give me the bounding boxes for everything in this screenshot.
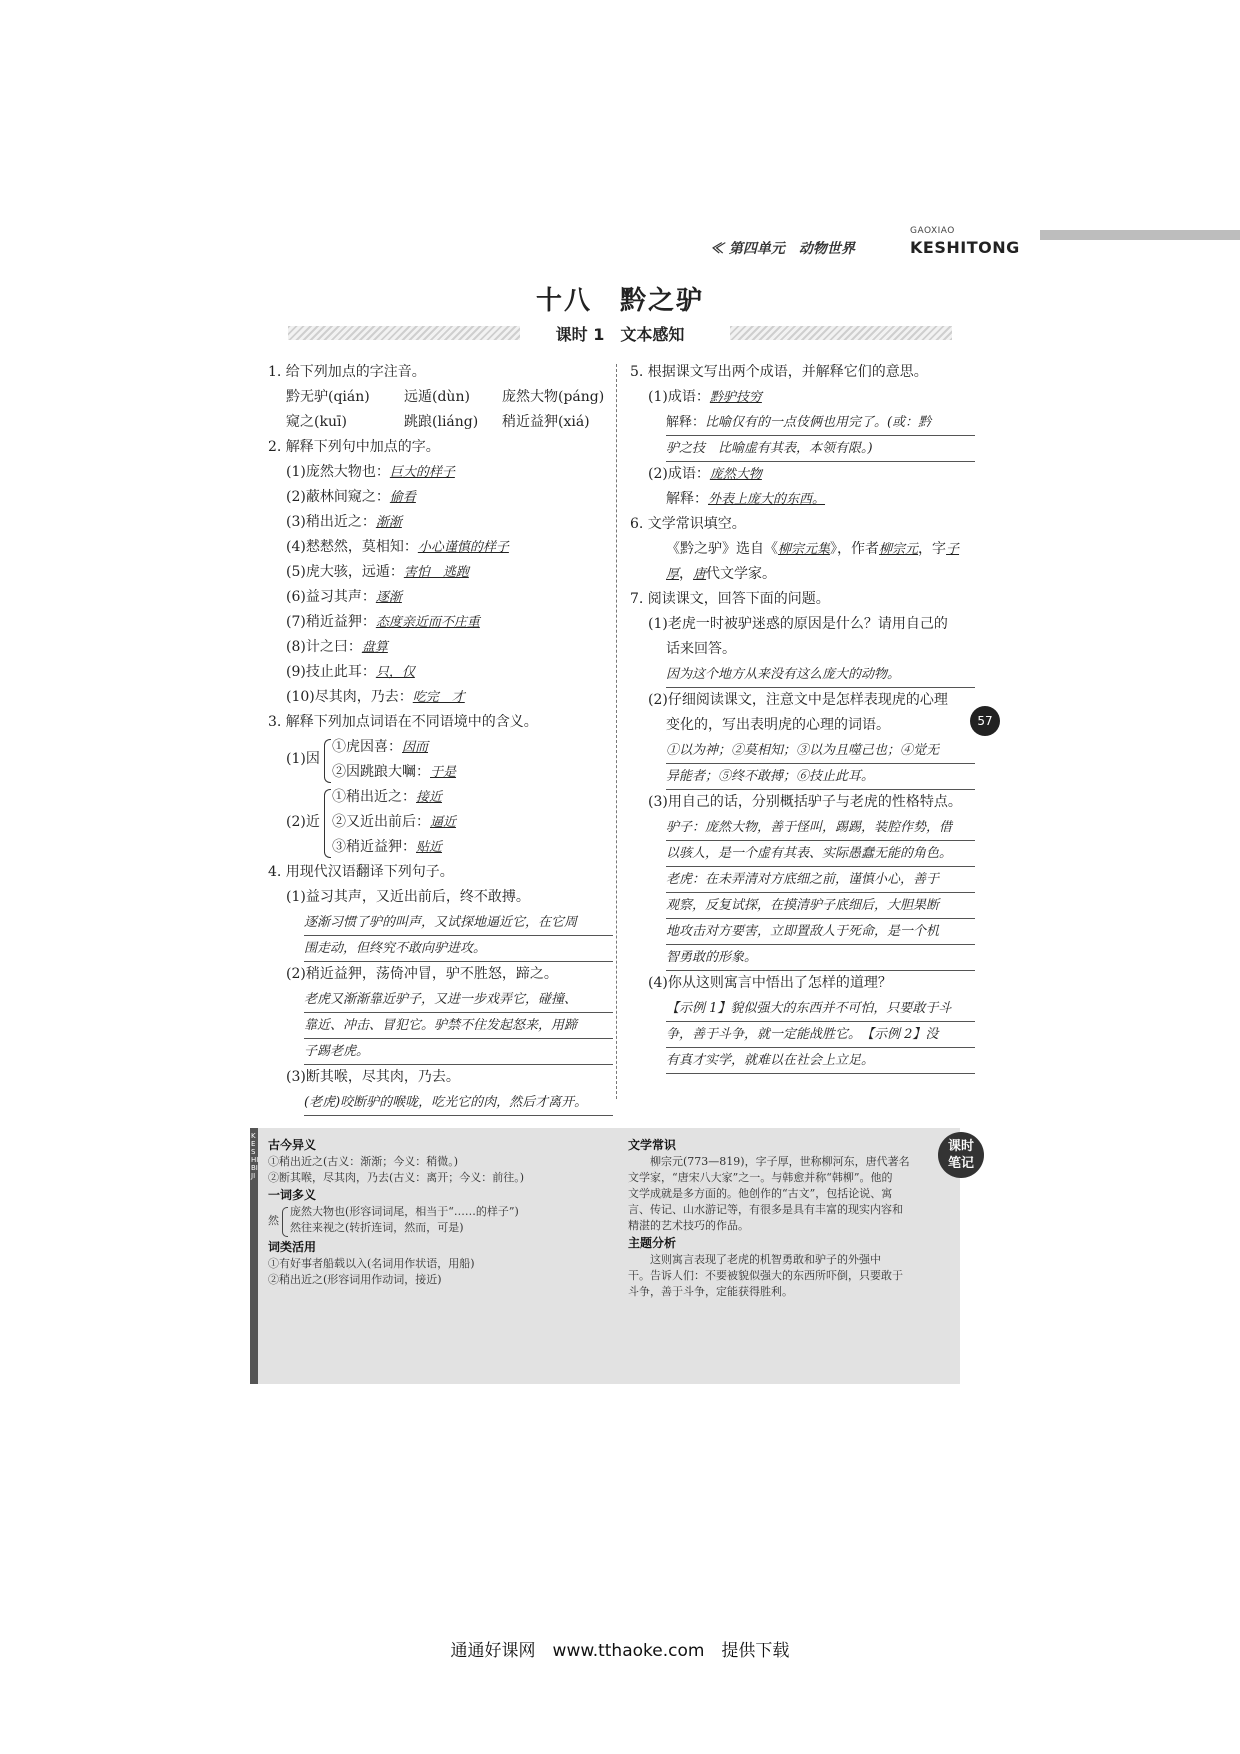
notes-line: 斗争，善于斗争，定能获得胜利。 xyxy=(628,1285,793,1298)
notes-polysemy xyxy=(268,1204,608,1238)
q2-item: (9)技止此耳：只，仅 xyxy=(286,664,415,680)
answer: 庞然大物 xyxy=(709,467,762,482)
answer-line: 异能者；⑤终不敢搏；⑥技止此耳。 xyxy=(666,764,975,790)
title-stripe-left xyxy=(288,326,520,340)
notes-heading: 古今异义 xyxy=(268,1138,317,1152)
answer: 渐渐 xyxy=(375,515,402,530)
notes-right xyxy=(628,1136,938,1300)
q1-item: 窥之(kuī) xyxy=(286,414,347,430)
q5-explain-2: 解释：外表上庞大的东西。 xyxy=(666,491,826,507)
answer: 黔驴技穷 xyxy=(709,390,762,405)
q1-item: 稍近益狎(xiá) xyxy=(502,414,590,430)
q5-idiom-1: (1)成语：黔驴技穷 xyxy=(648,389,762,405)
q1-item: 远遁(dùn) xyxy=(404,389,470,405)
notes-line: 柳宗元(773—819)，字子厚，世称柳河东，唐代著名 xyxy=(650,1155,910,1168)
answer-line: 老虎：在未弄清对方底细之前，谨慎小心，善于 xyxy=(666,867,975,893)
answer: 巨大的样子 xyxy=(389,465,455,480)
notes-left xyxy=(268,1136,608,1288)
q4-answer-2 xyxy=(268,987,613,1065)
brace xyxy=(282,1207,288,1237)
answer-line: 靠近、冲击、冒犯它。驴禁不住发起怒来，用蹄 xyxy=(304,1013,613,1039)
notes-line: 文学成就是多方面的。他创作的“古文”，包括论说、寓 xyxy=(628,1187,893,1200)
answer: 只，仅 xyxy=(375,665,415,680)
q5-idiom-2: (2)成语：庞然大物 xyxy=(648,466,762,482)
answer: 小心谨慎的样子 xyxy=(417,540,509,555)
q1-row-2 xyxy=(268,410,613,435)
answer: 盘算 xyxy=(361,640,388,655)
answer: 逐渐 xyxy=(375,590,402,605)
q3-stem: 3. 解释下列加点词语在不同语境中的含义。 xyxy=(268,714,538,730)
answer-line: 解释：比喻仅有的一点伎俩也用完了。(或：黔 xyxy=(666,410,975,436)
q1-stem: 1. 给下列加点的字注音。 xyxy=(268,364,426,380)
notes-line: 庞然大物也(形容词词尾，相当于“……的样子”) xyxy=(290,1205,519,1218)
q2-item: (2)蔽林间窥之：偷看 xyxy=(286,489,416,505)
q5-explain-1 xyxy=(630,410,975,462)
answer: 厚 xyxy=(666,567,680,582)
header-bar xyxy=(1040,230,1240,240)
q3-group-2: (2)近 ①稍出近之：接近 ②又近出前后：逼近 ③稍近益狎：贴近 xyxy=(268,785,613,860)
q1-row-1 xyxy=(268,385,613,410)
answer: 外表上庞大的东西。 xyxy=(708,492,826,507)
q7-stem: 7. 阅读课文，回答下面的问题。 xyxy=(630,591,830,607)
answer-line: 围走动，但终究不敢向驴进攻。 xyxy=(304,936,613,962)
answer-line: 地攻击对方要害，立即置敌人于死命，是一个机 xyxy=(666,919,975,945)
q3-group-label: (2)近 xyxy=(286,814,320,830)
brand-label: KESHITONG xyxy=(910,238,1020,257)
notes-line: ①有好事者船载以入(名词用作状语，用船) xyxy=(268,1257,475,1270)
q5-stem: 5. 根据课文写出两个成语，并解释它们的意思。 xyxy=(630,364,928,380)
answer-line: 智勇敢的形象。 xyxy=(666,945,975,971)
notes-line: ②断其喉，尽其肉，乃去(古义：离开；今义：前往。) xyxy=(268,1171,525,1184)
notes-spine-label: KESHIBIJI xyxy=(251,1132,259,1180)
right-column xyxy=(630,360,975,1074)
q7-prompt: (1)老虎一时被驴迷惑的原因是什么？请用自己的 xyxy=(648,616,948,632)
q4-sentence-3: (3)断其喉，尽其肉，乃去。 xyxy=(286,1069,460,1085)
notes-line: ②稍出近之(形容词用作动词，接近) xyxy=(268,1273,442,1286)
q1-item: 跳踉(liáng) xyxy=(404,414,479,430)
title-stripe-right xyxy=(730,326,952,340)
answer-line: 争，善于斗争，就一定能战胜它。 【示例 2】没 xyxy=(666,1022,975,1048)
answer-line: 观察，反复试探，在摸清驴子底细后，大胆果断 xyxy=(666,893,975,919)
answer: 柳宗元集 xyxy=(778,542,831,557)
notes-line: 精湛的艺术技巧的作品。 xyxy=(628,1219,749,1232)
lesson-title: 课时 1 文本感知 xyxy=(555,325,685,344)
q2-item: (1)庞然大物也：巨大的样子 xyxy=(286,464,455,480)
answer: 偷看 xyxy=(389,490,416,505)
q2-item: (5)虎大骇，远遁：害怕 逃跑 xyxy=(286,564,469,580)
answer: 子 xyxy=(946,542,960,557)
notes-heading: 词类活用 xyxy=(268,1240,317,1254)
answer: 态度亲近而不庄重 xyxy=(375,615,480,630)
notes-badge xyxy=(938,1132,984,1178)
answer: 害怕 逃跑 xyxy=(403,565,469,580)
q4-sentence-1: (1)益习其声，又近出前后，终不敢搏。 xyxy=(286,889,530,905)
q1-item: 黔无驴(qián) xyxy=(286,389,370,405)
answer-line: (老虎)咬断驴的喉咙，吃光它的肉，然后才离开。 xyxy=(304,1090,613,1116)
answer-line: 驴子：庞然大物，善于怪叫，踢踢，装腔作势，借 xyxy=(666,815,975,841)
q6-line-2: 厚，唐代文学家。 xyxy=(666,566,777,582)
column-divider xyxy=(616,364,617,1099)
left-column xyxy=(268,360,613,1116)
q6-line-1: 《黔之驴》选自《柳宗元集》，作者柳宗元，字子 xyxy=(666,541,960,557)
brace xyxy=(324,789,331,858)
answer-line: 有真才实学，就难以在社会上立足。 xyxy=(666,1048,975,1074)
q4-sentence-2: (2)稍近益狎，荡倚冲冒，驴不胜怒，蹄之。 xyxy=(286,966,558,982)
q2-item: (3)稍出近之：渐渐 xyxy=(286,514,402,530)
q2-item: (4)慭慭然，莫相知：小心谨慎的样子 xyxy=(286,539,509,555)
notes-line: 干。告诉人们：不要被貌似强大的东西所吓倒，只要敢于 xyxy=(628,1269,903,1282)
answer: 于是 xyxy=(430,765,457,780)
q7-prompt: 变化的，写出表明虎的心理的词语。 xyxy=(666,717,890,733)
notes-line: 然往来视之(转折连词，然而，可是) xyxy=(290,1221,464,1234)
notes-line: 言、传记、山水游记等，有很多是具有丰富的现实内容和 xyxy=(628,1203,903,1216)
brand-small-label: GAOXIAO xyxy=(910,226,955,236)
q7-prompt: (2)仔细阅读课文，注意文中是怎样表现虎的心理 xyxy=(648,692,948,708)
answer: 因而 xyxy=(402,740,429,755)
answer-line: 因为这个地方从来没有这么庞大的动物。 xyxy=(666,662,975,688)
answer-line: 老虎又渐渐靠近驴子，又进一步戏弄它，碰撞、 xyxy=(304,987,613,1013)
q1-item: 庞然大物(páng) xyxy=(502,389,605,405)
notes-heading: 文学常识 xyxy=(628,1138,677,1152)
answer: 接近 xyxy=(416,790,443,805)
answer: 唐 xyxy=(693,567,707,582)
brace xyxy=(324,739,331,783)
answer-line: 逐渐习惯了驴的叫声，又试探地逼近它，在它周 xyxy=(304,910,613,936)
q7-prompt: (4)你从这则寓言中悟出了怎样的道理？ xyxy=(648,975,892,991)
q4-stem: 4. 用现代汉语翻译下列句子。 xyxy=(268,864,454,880)
answer: 逼近 xyxy=(430,815,457,830)
q2-item: (10)尽其肉，乃去：吃完 才 xyxy=(286,689,465,705)
answer: 贴近 xyxy=(416,840,443,855)
answer-line: 以骇人，是一个虚有其表、实际愚蠢无能的角色。 xyxy=(666,841,975,867)
notes-line: 然 xyxy=(268,1214,279,1227)
notes-heading: 一词多义 xyxy=(268,1188,317,1202)
q7-prompt: (3)用自己的话，分别概括驴子与老虎的性格特点。 xyxy=(648,794,962,810)
q2-stem: 2. 解释下列句中加点的字。 xyxy=(268,439,440,455)
notes-line: 这则寓言表现了老虎的机智勇敢和驴子的外强中 xyxy=(650,1253,881,1266)
answer: 吃完 才 xyxy=(412,690,465,705)
page-title: 十八 黔之驴 xyxy=(535,286,704,316)
page-number-badge: 57 xyxy=(970,706,1000,736)
q7-prompt: 话来回答。 xyxy=(666,641,736,657)
q3-group-1: (1)因 ①虎因喜：因而 ②因跳踉大㘎：于是 xyxy=(268,735,613,785)
q2-item: (8)计之曰：盘算 xyxy=(286,639,388,655)
footer-text: 通通好课网 www.tthaoke.com 提供下载 xyxy=(450,1641,790,1661)
answer-line: 【示例 1】貌似强大的东西并不可怕，只要敢于斗 xyxy=(666,996,975,1022)
q3-group-label: (1)因 xyxy=(286,751,320,767)
q6-stem: 6. 文学常识填空。 xyxy=(630,516,746,532)
unit-label: ≪ 第四单元 动物世界 xyxy=(710,241,855,257)
q2-item: (7)稍近益狎：态度亲近而不庄重 xyxy=(286,614,480,630)
answer-line: 子踢老虎。 xyxy=(304,1039,613,1065)
answer-line: ①以为神；②莫相知；③以为且噬己也；④觉无 xyxy=(666,738,975,764)
badge-line: 笔记 xyxy=(947,1156,974,1171)
q4-answer-1 xyxy=(268,910,613,962)
badge-line: 课时 xyxy=(947,1139,974,1154)
q4-answer-3 xyxy=(268,1090,613,1116)
notes-heading: 主题分析 xyxy=(628,1236,677,1250)
notes-line: ①稍出近之(古义：渐渐；今义：稍微。) xyxy=(268,1155,459,1168)
q2-item: (6)益习其声：逐渐 xyxy=(286,589,402,605)
answer-line: 驴之技 比喻虚有其表，本领有限。) xyxy=(666,436,975,462)
notes-line: 文学家，“唐宋八大家”之一。与韩愈并称“韩柳”。他的 xyxy=(628,1171,893,1184)
answer: 柳宗元 xyxy=(879,542,919,557)
